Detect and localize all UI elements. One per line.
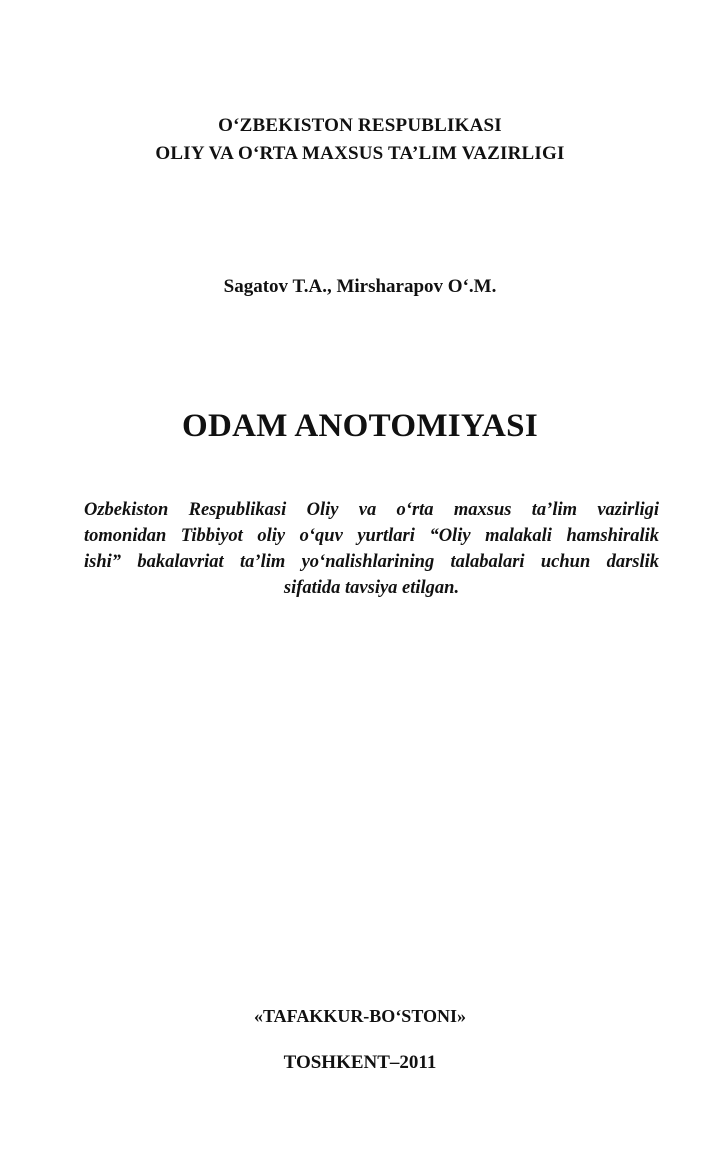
city-year: TOSHKENT–2011: [283, 1052, 437, 1073]
description-line-2: tomonidan Tibbiyot oliy o‘quv yurtlari “Oliy malakali hamshiralik: [84, 526, 659, 546]
publisher: «TAFAKKUR-BO‘STONI»: [253, 1006, 467, 1026]
ministry-line-2: OLIY VA O‘RTA MAXSUS TA’LIM VAZIRLIGI: [155, 143, 565, 164]
description-line-3: ishi” bakalavriat ta’lim yo‘nalishlarining talabalari uchun darslik: [84, 552, 659, 572]
description-line-4: sifatida tavsiya etilgan.: [283, 578, 460, 598]
description-line-1: Ozbekiston Respublikasi Oliy va o‘rta maxsus ta’lim vazirligi: [84, 500, 659, 520]
ministry-header: [0, 112, 720, 168]
authors: Sagatov T.A., Mirsharapov O‘.M.: [223, 276, 497, 297]
description: [84, 497, 659, 601]
book-title: ODAM ANOTOMIYASI: [182, 408, 538, 444]
ministry-line-1: O‘ZBEKISTON RESPUBLIKASI: [218, 115, 502, 136]
